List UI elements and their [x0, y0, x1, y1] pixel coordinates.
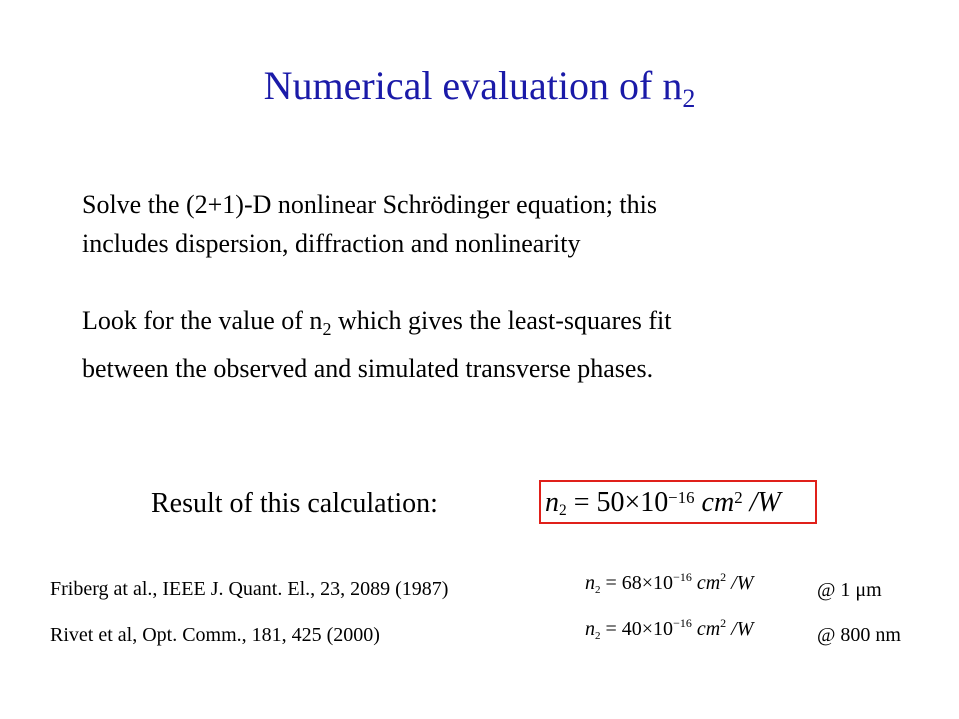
formula-unit: cm	[694, 487, 735, 518]
reference-citation-1: Friberg at al., IEEE J. Quant. El., 23, 2089 (1987)	[50, 578, 449, 600]
ref1-unit-exp: 2	[720, 570, 727, 584]
formula-unit-exp: 2	[734, 488, 743, 507]
ref1-exp: −16	[673, 570, 692, 584]
ref2-tail: /W	[726, 618, 754, 640]
title-text: Numerical evaluation of n	[263, 63, 683, 108]
ref2-sub: 2	[595, 630, 601, 642]
formula-tail: /W	[742, 487, 781, 518]
ref2-exp: −16	[673, 616, 692, 630]
ref2-unit-exp: 2	[720, 616, 727, 630]
result-label: Result of this calculation:	[151, 488, 438, 519]
ref1-sub: 2	[595, 584, 601, 596]
ref2-eq: = 40×10	[600, 618, 674, 640]
reference-condition-1: @ 1 μm	[817, 579, 882, 601]
ref1-eq: = 68×10	[600, 572, 674, 594]
formula-exp: −16	[668, 488, 695, 507]
ref1-unit: cm	[691, 572, 721, 594]
paragraph-look-text-b: which gives the least-squares fit	[331, 306, 672, 335]
paragraph-solve-line-1: Solve the (2+1)-D nonlinear Schrödinger equation; this	[82, 190, 657, 219]
paragraph-look	[82, 301, 672, 388]
reference-formula-2	[585, 616, 753, 642]
formula-eq: = 50×10	[566, 487, 669, 518]
reference-formula-1	[585, 570, 753, 596]
result-formula	[545, 487, 781, 520]
formula-sub: 2	[559, 502, 567, 519]
reference-condition-2: @ 800 nm	[817, 624, 901, 646]
ref1-var: n	[585, 572, 595, 594]
paragraph-solve	[82, 185, 657, 263]
formula-var: n	[545, 487, 559, 518]
ref2-var: n	[585, 618, 595, 640]
reference-citation-2: Rivet et al, Opt. Comm., 181, 425 (2000)	[50, 624, 380, 646]
paragraph-look-line-2: between the observed and simulated transverse phases.	[82, 354, 654, 383]
ref2-unit: cm	[691, 618, 721, 640]
paragraph-look-text-a: Look for the value of n	[82, 306, 323, 335]
ref1-tail: /W	[726, 572, 754, 594]
paragraph-look-subscript: 2	[322, 319, 332, 339]
slide-title	[0, 62, 959, 114]
title-subscript: 2	[682, 84, 696, 113]
paragraph-look-line-1	[82, 301, 672, 349]
paragraph-solve-line-2: includes dispersion, diffraction and nonlinearity	[82, 229, 581, 258]
